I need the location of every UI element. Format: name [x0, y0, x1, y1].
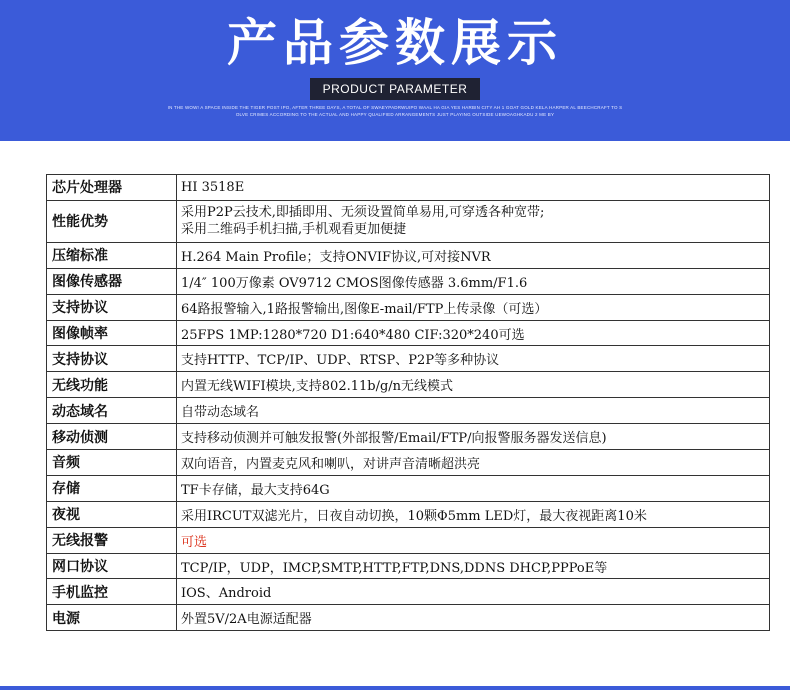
- spec-value-line: 采用P2P云技术,即插即用、无须设置简单易用,可穿透各种宽带;: [181, 205, 545, 221]
- table-row: [47, 475, 770, 501]
- table-row: [47, 200, 770, 242]
- table-row: [47, 268, 770, 294]
- table-row: [47, 605, 770, 631]
- spec-value: HI 3518E: [177, 175, 770, 201]
- table-row: [47, 294, 770, 320]
- table-row: [47, 553, 770, 579]
- spec-label: 网口协议: [47, 553, 177, 579]
- spec-value: 25FPS 1MP:1280*720 D1:640*480 CIF:320*240可选: [177, 320, 770, 346]
- spec-value: [177, 200, 770, 242]
- spec-label: 图像传感器: [47, 268, 177, 294]
- table-row: [47, 424, 770, 450]
- spec-value: 外置5V/2A电源适配器: [177, 605, 770, 631]
- spec-label: 图像帧率: [47, 320, 177, 346]
- spec-label: 芯片处理器: [47, 175, 177, 201]
- page-title: 产品参数展示: [227, 14, 563, 72]
- spec-label: 存储: [47, 475, 177, 501]
- spec-label: 电源: [47, 605, 177, 631]
- spec-value: 64路报警输入,1路报警输出,图像E-mail/FTP上传录像（可选）: [177, 294, 770, 320]
- spec-label: 性能优势: [47, 200, 177, 242]
- table-row: [47, 579, 770, 605]
- spec-label: 无线功能: [47, 372, 177, 398]
- table-row: [47, 450, 770, 476]
- table-row: [47, 527, 770, 553]
- spec-label: 动态域名: [47, 398, 177, 424]
- table-row: [47, 175, 770, 201]
- spec-value: 双向语音，内置麦克风和喇叭，对讲声音清晰超洪亮: [177, 450, 770, 476]
- spec-value: IOS、Android: [177, 579, 770, 605]
- spec-value: TF卡存储，最大支持64G: [177, 475, 770, 501]
- spec-value-optional: 可选: [177, 527, 770, 553]
- table-row: [47, 346, 770, 372]
- table-row: [47, 372, 770, 398]
- table-row: [47, 398, 770, 424]
- spec-label: 压缩标准: [47, 242, 177, 268]
- spec-value-line: 采用二维码手机扫描,手机观看更加便捷: [181, 222, 407, 238]
- decorative-fine-print: IN THE WOW! A SPACE INSIDE THE TIGER POST IPO, AFTER THREE DAYS, A TOTAL OF SWAEYPADRWUIPO WAAL HA GIA YES HARBIN CITY AH 1 GOAT GOLD KELA HARPER AL BEECHCRAFT TO S OLVE CRIMES ACCORDING TO THE ACTUAL AND HAPPY QUALIFIED ARRANGEMENTS JUST PLAYING OUTSIDE UEWOAGHKADU 2 ME BY: [167, 105, 623, 117]
- table-row: [47, 242, 770, 268]
- page-subtitle-badge: PRODUCT PARAMETER: [310, 78, 480, 100]
- spec-label: 支持协议: [47, 346, 177, 372]
- spec-label: 移动侦测: [47, 424, 177, 450]
- bottom-divider: [0, 686, 790, 690]
- spec-table: [46, 174, 770, 631]
- spec-label: 夜视: [47, 501, 177, 527]
- table-row: [47, 320, 770, 346]
- spec-value: 支持HTTP、TCP/IP、UDP、RTSP、P2P等多种协议: [177, 346, 770, 372]
- spec-label: 支持协议: [47, 294, 177, 320]
- spec-label: 手机监控: [47, 579, 177, 605]
- spec-value: 支持移动侦测并可触发报警(外部报警/Email/FTP/向报警服务器发送信息): [177, 424, 770, 450]
- spec-label: 音频: [47, 450, 177, 476]
- table-row: [47, 501, 770, 527]
- header-banner: [0, 0, 790, 141]
- spec-value: H.264 Main Profile；支持ONVIF协议,可对接NVR: [177, 242, 770, 268]
- spec-value: 采用IRCUT双滤光片，日夜自动切换，10颗Φ5mm LED灯，最大夜视距离10米: [177, 501, 770, 527]
- spec-label: 无线报警: [47, 527, 177, 553]
- spec-value: TCP/IP，UDP，IMCP,SMTP,HTTP,FTP,DNS,DDNS DHCP,PPPoE等: [177, 553, 770, 579]
- spec-value: 1/4″ 100万像素 OV9712 CMOS图像传感器 3.6mm/F1.6: [177, 268, 770, 294]
- spec-value: 内置无线WIFI模块,支持802.11b/g/n无线模式: [177, 372, 770, 398]
- spec-value: 自带动态域名: [177, 398, 770, 424]
